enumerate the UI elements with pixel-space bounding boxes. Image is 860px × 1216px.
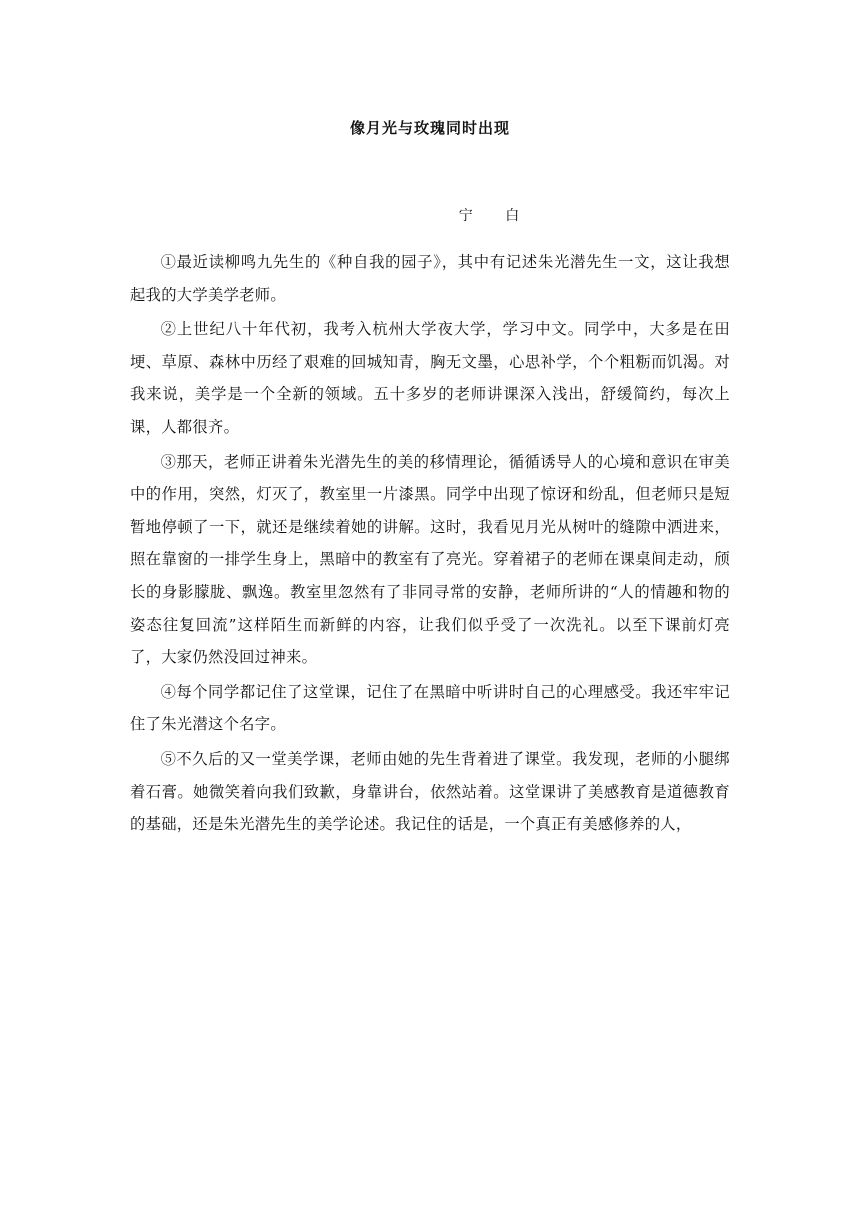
paragraph-5: ⑤不久后的又一堂美学课，老师由她的先生背着进了课堂。我发现，老师的小腿绑着石膏。她微笑着向我们致歉，身靠讲台，依然站着。这堂课讲了美感教育是道德教育的基础，还是朱光潜先生的美学论述。我记住的话是，一个真正有美感修养的人， <box>130 749 730 834</box>
paragraph-2: ②上世纪八十年代初，我考入杭州大学夜大学，学习中文。同学中，大多是在田埂、草原、森林中历经了艰难的回城知青，胸无文墨，心思补学，个个粗粝而饥渴。对我来说，美学是一个全新的领域。五十多岁的老师讲课深入浅出，舒缓简约，每次上课，人都很齐。 <box>130 320 730 436</box>
paragraph-1: ①最近读柳鸣九先生的《种自我的园子》，其中有记述朱光潜先生一文，这让我想起我的大学美学老师。 <box>130 253 730 304</box>
paragraph-4: ④每个同学都记住了这堂课，记住了在黑暗中听讲时自己的心理感受。我还牢牢记住了朱光潜这个名字。 <box>130 682 730 734</box>
article-title: 像月光与玫瑰同时出现 <box>349 119 510 137</box>
paragraph-3: ③那天，老师正讲着朱光潜先生的美的移情理论，循循诱导人的心境和意识在审美中的作用，突然，灯灭了，教室里一片漆黑。同学中出现了惊讶和纷乱，但老师只是短暂地停顿了一下，就还是继续着她的讲解。这时，我看见月光从树叶的缝隙中洒进来，照在靠窗的一排学生身上，黑暗中的教室有了亮光。穿着裙子的老师在课桌间走动，颀长的身影朦胧、飘逸。教室里忽然有了非同寻常的安静，老师所讲的“人的情趣和物的姿态往复回流”这样陌生而新鲜的内容，让我们似乎受了一次洗礼。以至下课前灯亮了，大家仍然没回过神来。 <box>130 452 730 667</box>
article-author: 宁 白 <box>458 208 534 224</box>
article-body <box>130 246 730 843</box>
